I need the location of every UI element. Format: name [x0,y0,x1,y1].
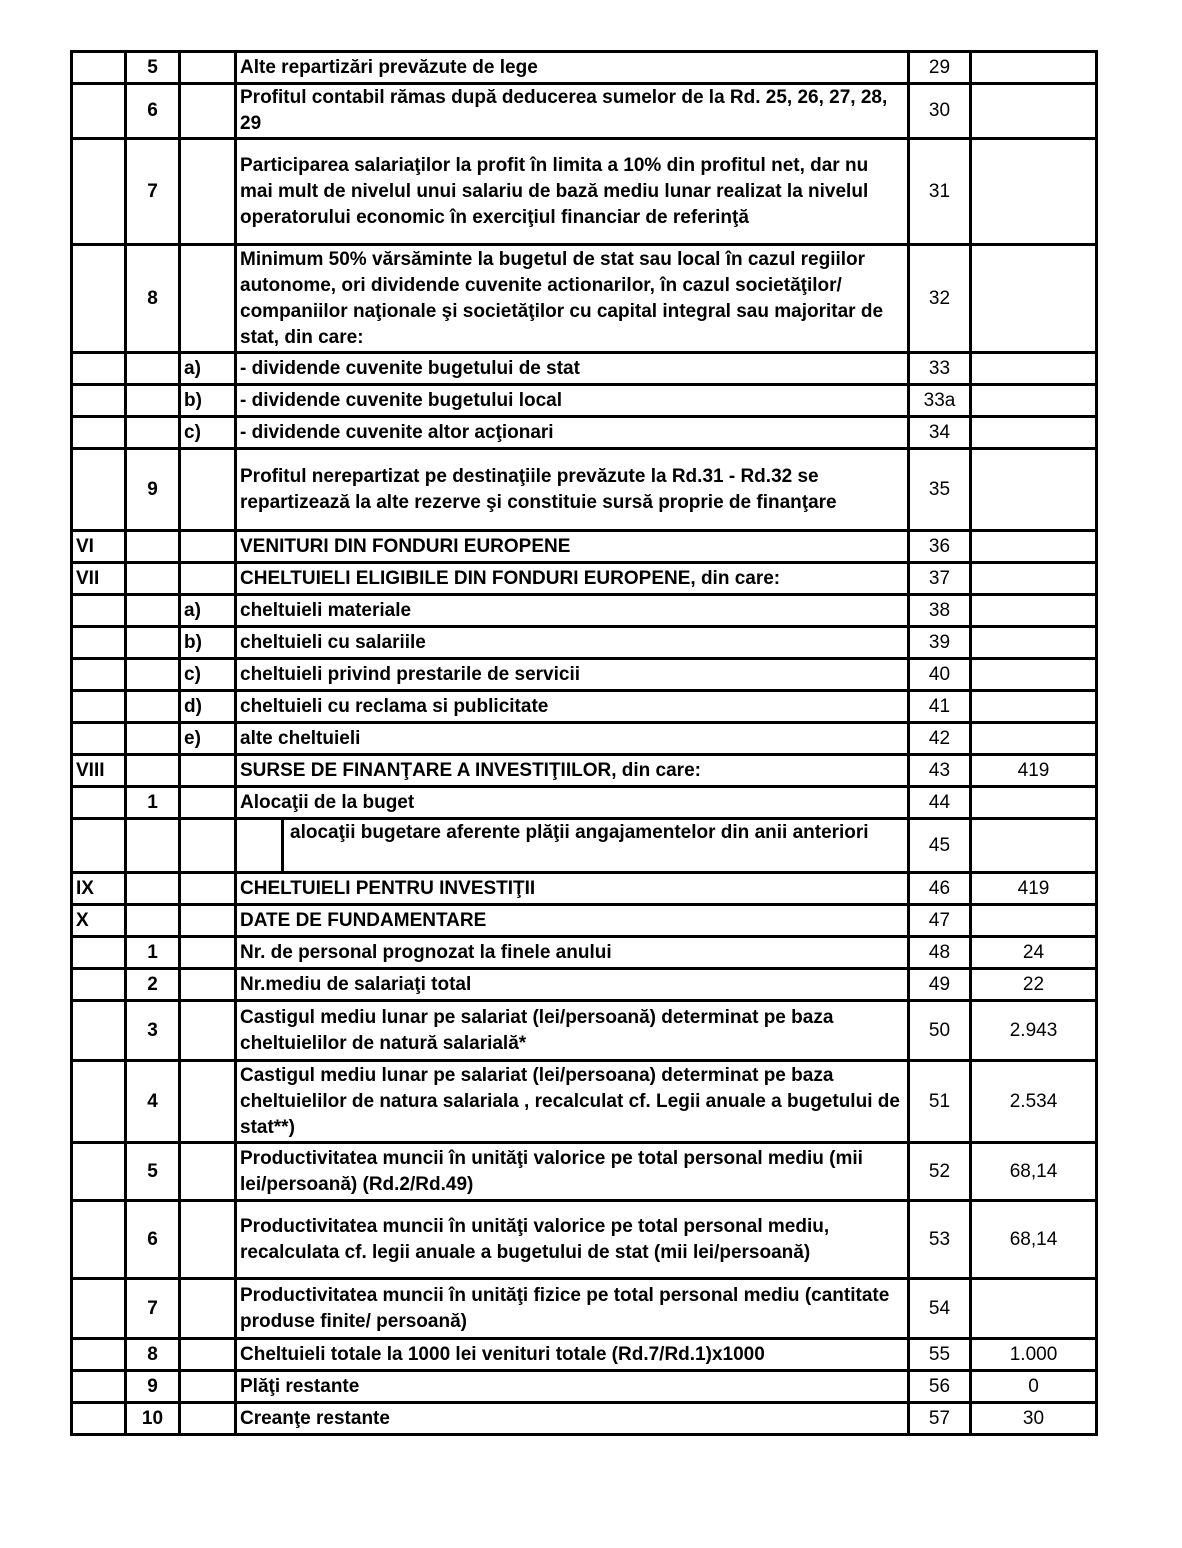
row-number-cell: 9 [126,449,180,531]
row-letter-cell: d) [180,691,236,723]
row-code-cell: 44 [909,787,971,819]
row-value-cell [971,1279,1097,1339]
row-letter-cell [180,563,236,595]
row-value-cell [971,245,1097,353]
row-code-cell: 38 [909,595,971,627]
row-value-cell: 1.000 [971,1339,1097,1371]
row-code-cell: 34 [909,417,971,449]
row-code-cell: 30 [909,84,971,139]
row-code-cell: 45 [909,819,971,873]
row-section-cell [72,1339,126,1371]
row-value-cell: 419 [971,873,1097,905]
row-section-cell [72,1201,126,1279]
row-description-cell: Productivitatea muncii în unităţi fizice pe total personal mediu (cantitate produse finite/ persoană) [236,1279,909,1339]
row-number-cell: 4 [126,1061,180,1143]
row-number-cell [126,659,180,691]
row-value-cell [971,52,1097,84]
row-code-cell: 43 [909,755,971,787]
table-row [72,531,1097,563]
row-value-cell: 30 [971,1403,1097,1435]
row-code-cell: 56 [909,1371,971,1403]
row-number-cell [126,595,180,627]
row-description-cell: Profitul nerepartizat pe destinaţiile prevăzute la Rd.31 - Rd.32 se repartizează la alte rezerve şi constituie sursă proprie de finanţare [236,449,909,531]
row-description-cell: Productivitatea muncii în unităţi valorice pe total personal mediu, recalculata cf. legii anuale a bugetului de stat (mii lei/persoană) [236,1201,909,1279]
row-description-cell: Cheltuieli totale la 1000 lei venituri totale (Rd.7/Rd.1)x1000 [236,1339,909,1371]
row-letter-cell: a) [180,353,236,385]
row-number-cell [126,353,180,385]
row-code-cell: 37 [909,563,971,595]
row-letter-cell: c) [180,659,236,691]
row-section-cell [72,52,126,84]
row-section-cell [72,969,126,1001]
row-section-cell [72,139,126,245]
row-section-cell [72,449,126,531]
row-value-cell [971,417,1097,449]
row-value-cell [971,787,1097,819]
row-letter-cell [180,84,236,139]
table-row [72,84,1097,139]
row-number-cell [126,755,180,787]
row-description-cell: - dividende cuvenite bugetului de stat [236,353,909,385]
row-letter-cell [180,1001,236,1061]
row-number-cell [126,531,180,563]
row-value-cell [971,905,1097,937]
row-value-cell: 0 [971,1371,1097,1403]
table-row [72,595,1097,627]
table-row [72,449,1097,531]
row-description-cell: Castigul mediu lunar pe salariat (lei/persoana) determinat pe baza cheltuielilor de natura salariala , recalculat cf. Legii anuale a bugetului de stat**) [236,1061,909,1143]
table-row [72,1339,1097,1371]
row-letter-cell [180,937,236,969]
row-number-cell: 1 [126,937,180,969]
row-number-cell [126,723,180,755]
row-number-cell [126,691,180,723]
row-description-cell: cheltuieli cu salariile [236,627,909,659]
row-value-cell [971,353,1097,385]
row-code-cell: 53 [909,1201,971,1279]
row-code-cell: 54 [909,1279,971,1339]
row-number-cell: 6 [126,1201,180,1279]
table-row [72,905,1097,937]
row-value-cell [971,659,1097,691]
row-number-cell: 3 [126,1001,180,1061]
row-description-cell: Castigul mediu lunar pe salariat (lei/persoană) determinat pe baza cheltuielilor de natură salarială* [236,1001,909,1061]
row-code-cell: 33 [909,353,971,385]
row-value-cell: 419 [971,755,1097,787]
row-number-cell: 10 [126,1403,180,1435]
row-code-cell: 47 [909,905,971,937]
row-section-cell [72,691,126,723]
row-description-cell: - dividende cuvenite bugetului local [236,385,909,417]
table-row [72,245,1097,353]
table-row [72,1061,1097,1143]
table-row [72,563,1097,595]
row-section-cell [72,1001,126,1061]
table-row [72,873,1097,905]
row-number-cell [126,563,180,595]
row-letter-cell [180,1339,236,1371]
row-number-cell: 7 [126,139,180,245]
table-row [72,1201,1097,1279]
row-section-cell [72,1279,126,1339]
row-letter-cell [180,1143,236,1201]
row-number-cell [126,873,180,905]
table-row [72,659,1097,691]
row-description-cell: Alte repartizări prevăzute de lege [236,52,909,84]
table-row [72,52,1097,84]
row-section-cell: X [72,905,126,937]
row-letter-cell: b) [180,385,236,417]
row-letter-cell [180,139,236,245]
row-number-cell: 7 [126,1279,180,1339]
row-number-cell: 6 [126,84,180,139]
row-number-cell: 5 [126,52,180,84]
row-code-cell: 31 [909,139,971,245]
row-code-cell: 46 [909,873,971,905]
row-value-cell [971,627,1097,659]
row-description-cell: - dividende cuvenite altor acţionari [236,417,909,449]
row-section-cell: VI [72,531,126,563]
row-letter-cell [180,873,236,905]
table-row [72,1279,1097,1339]
row-section-cell: IX [72,873,126,905]
row-section-cell [72,659,126,691]
row-code-cell: 42 [909,723,971,755]
row-code-cell: 49 [909,969,971,1001]
row-value-cell: 68,14 [971,1201,1097,1279]
row-value-cell [971,595,1097,627]
table-row [72,627,1097,659]
row-code-cell: 33a [909,385,971,417]
table-row [72,969,1097,1001]
row-description-cell: Nr.mediu de salariaţi total [236,969,909,1001]
row-section-cell: VIII [72,755,126,787]
row-number-cell [126,819,180,873]
row-letter-cell: e) [180,723,236,755]
row-value-cell: 22 [971,969,1097,1001]
row-section-cell [72,353,126,385]
row-section-cell [72,1061,126,1143]
row-letter-cell [180,1371,236,1403]
row-number-cell: 1 [126,787,180,819]
row-section-cell [72,1403,126,1435]
row-code-cell: 55 [909,1339,971,1371]
row-description-cell: CHELTUIELI PENTRU INVESTIŢII [236,873,909,905]
table-row [72,385,1097,417]
row-description-cell: cheltuieli privind prestarile de servicii [236,659,909,691]
row-description-cell: CHELTUIELI ELIGIBILE DIN FONDURI EUROPENE, din care: [236,563,909,595]
row-value-cell: 24 [971,937,1097,969]
table-row [72,1001,1097,1061]
table-row [72,417,1097,449]
row-number-cell: 9 [126,1371,180,1403]
row-value-cell: 2.943 [971,1001,1097,1061]
row-letter-cell [180,787,236,819]
row-description-cell: VENITURI DIN FONDURI EUROPENE [236,531,909,563]
row-section-cell: VII [72,563,126,595]
row-letter-cell [180,52,236,84]
row-value-cell [971,449,1097,531]
row-number-cell [126,627,180,659]
table-row [72,1403,1097,1435]
row-description-cell: Creanţe restante [236,1403,909,1435]
row-description-cell: cheltuieli cu reclama si publicitate [236,691,909,723]
row-letter-cell [180,1279,236,1339]
row-value-cell: 68,14 [971,1143,1097,1201]
row-letter-cell [180,1201,236,1279]
table-row [72,1143,1097,1201]
row-letter-cell: c) [180,417,236,449]
table-row [72,787,1097,819]
row-value-cell: 2.534 [971,1061,1097,1143]
row-section-cell [72,417,126,449]
row-value-cell [971,385,1097,417]
row-value-cell [971,691,1097,723]
row-description-cell: Profitul contabil rămas după deducerea sumelor de la Rd. 25, 26, 27, 28, 29 [236,84,909,139]
row-letter-cell: b) [180,627,236,659]
row-description-cell: Productivitatea muncii în unităţi valorice pe total personal mediu (mii lei/persoană) (Rd.2/Rd.49) [236,1143,909,1201]
row-code-cell: 50 [909,1001,971,1061]
row-section-cell [72,627,126,659]
row-code-cell: 40 [909,659,971,691]
row-letter-cell: a) [180,595,236,627]
row-letter-cell [180,449,236,531]
row-section-cell [72,723,126,755]
row-description-cell: SURSE DE FINANŢARE A INVESTIŢIILOR, din care: [236,755,909,787]
row-section-cell [72,84,126,139]
row-description-cell: Minimum 50% vărsăminte la bugetul de stat sau local în cazul regiilor autonome, ori dividende cuvenite actionarilor, în cazul societăţilor/ companiilor naţionale şi societăţilor cu capital integral sau majoritar de stat, din care: [236,245,909,353]
row-number-cell [126,417,180,449]
row-letter-cell [180,969,236,1001]
row-letter-cell [180,531,236,563]
row-description-cell: Nr. de personal prognozat la finele anului [236,937,909,969]
row-section-cell [72,385,126,417]
row-section-cell [72,819,126,873]
row-number-cell: 8 [126,245,180,353]
row-number-cell: 2 [126,969,180,1001]
row-description-cell [236,819,909,873]
row-number-cell [126,905,180,937]
row-code-cell: 41 [909,691,971,723]
row-section-cell [72,1143,126,1201]
table-row [72,353,1097,385]
row-code-cell: 29 [909,52,971,84]
row-letter-cell [180,905,236,937]
row-value-cell [971,84,1097,139]
row-code-cell: 51 [909,1061,971,1143]
row-section-cell [72,787,126,819]
row-letter-cell [180,755,236,787]
row-description-text: alocaţii bugetare aferente plăţii angajamentelor din anii anteriori [281,820,907,871]
row-description-cell: Plăţi restante [236,1371,909,1403]
row-number-cell: 8 [126,1339,180,1371]
row-value-cell [971,723,1097,755]
row-description-cell: DATE DE FUNDAMENTARE [236,905,909,937]
row-code-cell: 32 [909,245,971,353]
row-code-cell: 35 [909,449,971,531]
row-code-cell: 52 [909,1143,971,1201]
row-section-cell [72,937,126,969]
row-number-cell [126,385,180,417]
row-letter-cell [180,245,236,353]
row-description-cell: alte cheltuieli [236,723,909,755]
row-code-cell: 57 [909,1403,971,1435]
row-description-cell: Participarea salariaţilor la profit în limita a 10% din profitul net, dar nu mai mult de nivelul unui salariu de bază mediu lunar realizat la nivelul operatorului economic în exerciţiul financiar de referinţă [236,139,909,245]
row-code-cell: 39 [909,627,971,659]
row-value-cell [971,531,1097,563]
row-code-cell: 48 [909,937,971,969]
budget-table [70,50,1098,1436]
row-letter-cell [180,819,236,873]
row-section-cell [72,245,126,353]
row-value-cell [971,563,1097,595]
row-description-cell: cheltuieli materiale [236,595,909,627]
table-row [72,723,1097,755]
row-description-cell: Alocaţii de la buget [236,787,909,819]
row-value-cell [971,139,1097,245]
table-row [72,1371,1097,1403]
row-value-cell [971,819,1097,873]
table-row [72,755,1097,787]
table-row [72,139,1097,245]
row-section-cell [72,595,126,627]
row-letter-cell [180,1061,236,1143]
row-number-cell: 5 [126,1143,180,1201]
row-section-cell [72,1371,126,1403]
row-letter-cell [180,1403,236,1435]
row-code-cell: 36 [909,531,971,563]
table-row [72,691,1097,723]
table-row [72,819,1097,873]
table-row [72,937,1097,969]
